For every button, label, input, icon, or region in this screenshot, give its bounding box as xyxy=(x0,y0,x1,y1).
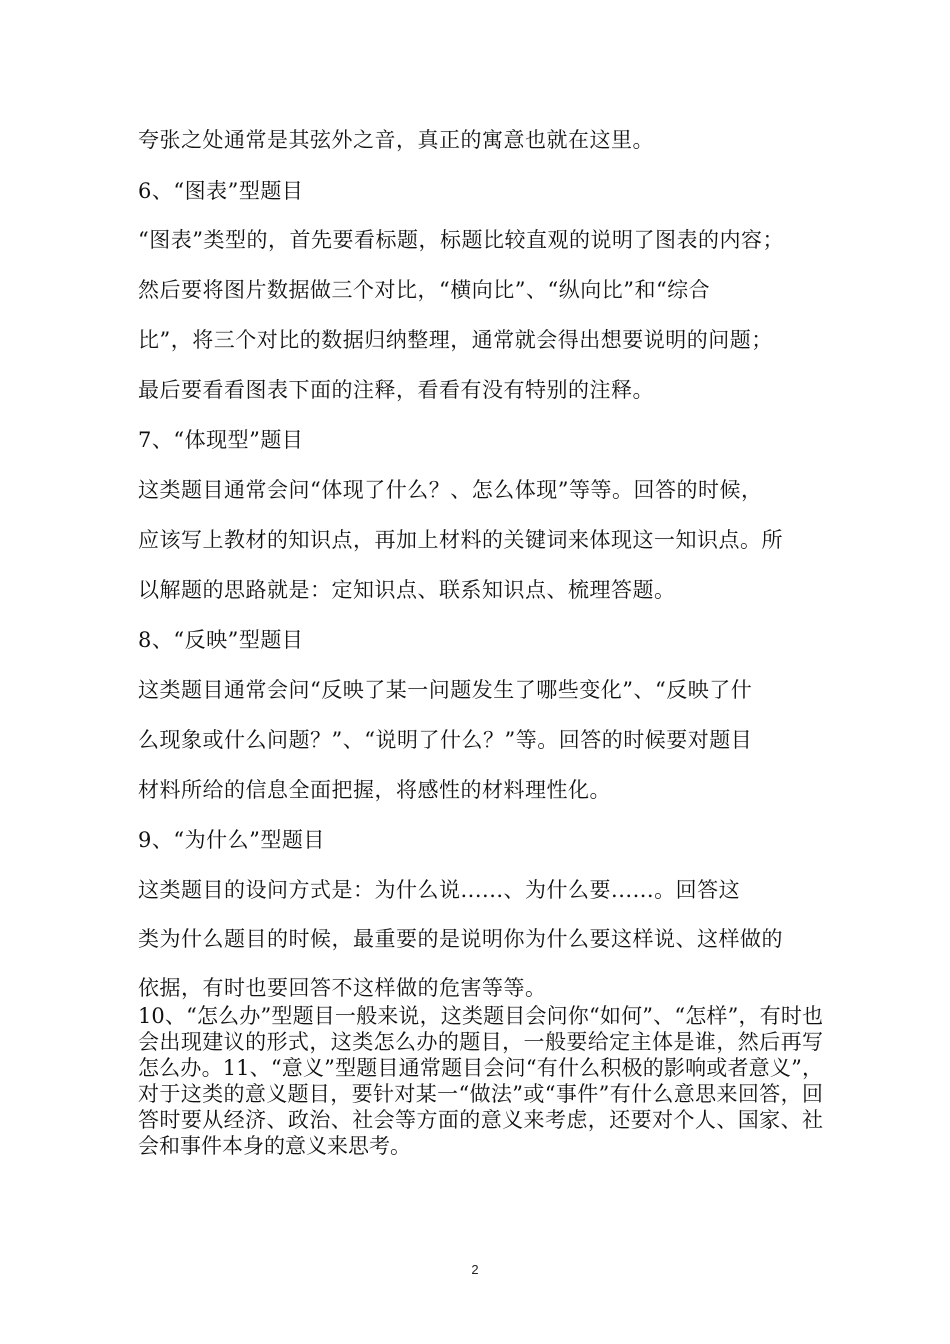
body-line: “图表”类型的，首先要看标题，标题比较直观的说明了图表的内容； xyxy=(138,228,784,252)
page-number: 2 xyxy=(471,1262,479,1277)
dense-paragraph: 10、“怎么办”型题目一般来说，这类题目会问你“如何”、“怎样”，有时也会出现建议的形式，这类怎么办的题目，一般要给定主体是谁，然后再写怎么办。11、“意义”型题目通常题目会问“有什么积极的影响或者意义”，对于这类的意义题目，要针对某一“做法”或“事件”有什么意思来回答，回答时要从经济、政治、社会等方面的意义来考虑，还要对个人、国家、社会和事件本身的意义来思考。 xyxy=(138,1004,823,1158)
body-line: 材料所给的信息全面把握，将感性的材料理性化。 xyxy=(138,778,611,802)
body-line: 最后要看看图表下面的注释，看看有没有特别的注释。 xyxy=(138,378,654,402)
body-line: 以解题的思路就是：定知识点、联系知识点、梳理答题。 xyxy=(138,578,676,602)
body-line: 这类题目通常会问“体现了什么？、怎么体现”等等。回答的时候， xyxy=(138,478,763,502)
body-line: 比”，将三个对比的数据归纳整理，通常就会得出想要说明的问题； xyxy=(138,328,773,352)
body-line: 夸张之处通常是其弦外之音，真正的寓意也就在这里。 xyxy=(138,128,654,152)
body-line: 这类题目通常会问“反映了某一问题发生了哪些变化”、“反映了什 xyxy=(138,678,753,702)
body-line: 这类题目的设问方式是：为什么说......、为什么要......。回答这 xyxy=(138,878,741,902)
section-heading-8: 8、“反映”型题目 xyxy=(138,628,304,652)
body-line: 依据，有时也要回答不这样做的危害等等。 xyxy=(138,976,547,1000)
body-line: 么现象或什么问题？”、“说明了什么？”等。回答的时候要对题目 xyxy=(138,728,753,752)
body-line: 然后要将图片数据做三个对比，“横向比”、“纵向比”和“综合 xyxy=(138,278,711,302)
body-line: 应该写上教材的知识点，再加上材料的关键词来体现这一知识点。所 xyxy=(138,528,783,552)
body-line: 类为什么题目的时候，最重要的是说明你为什么要这样说、这样做的 xyxy=(138,927,783,951)
section-heading-6: 6、“图表”型题目 xyxy=(138,179,304,203)
section-heading-9: 9、“为什么”型题目 xyxy=(138,828,325,852)
section-heading-7: 7、“体现型”题目 xyxy=(138,428,304,452)
